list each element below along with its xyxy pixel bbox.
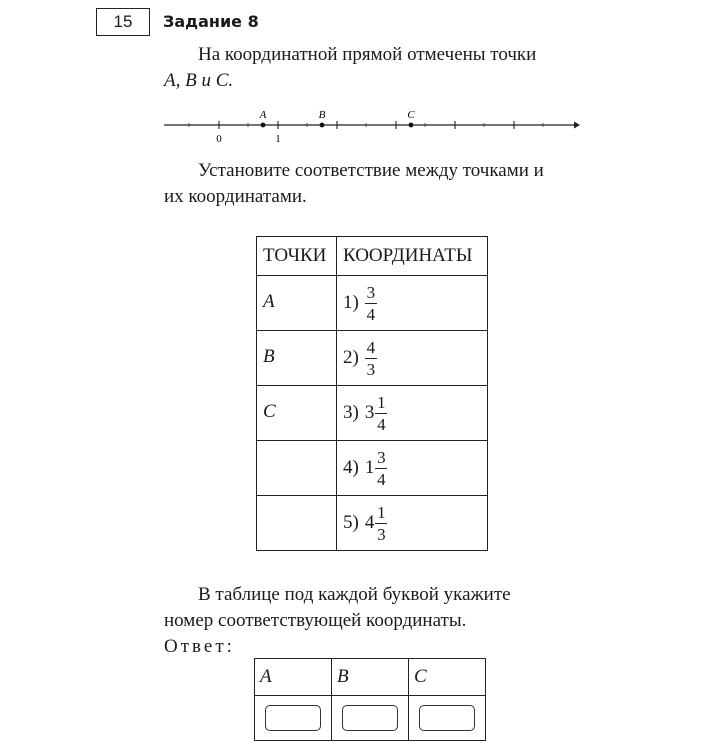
question-paragraph [164, 158, 578, 210]
intro-line2: A, B и C. [164, 70, 234, 91]
answer-label: Ответ: [164, 636, 235, 657]
answer-letter-b: B [332, 659, 409, 696]
fraction: $\frac{3}{4}$ [377, 447, 386, 489]
point-a [261, 123, 266, 128]
question-line1: Установите соответствие между точками и [198, 160, 544, 181]
number-line [162, 104, 582, 150]
label-one: 1 [275, 133, 281, 145]
header-coordinates: КООРДИНАТЫ [337, 237, 488, 276]
point-label: A [263, 290, 275, 312]
answer-table [254, 658, 486, 741]
number-line-arrow [574, 122, 580, 129]
answer-input-a[interactable] [265, 705, 321, 731]
instruction-line1: В таблице под каждой буквой укажите [198, 584, 511, 605]
intro-line1: На координатной прямой отмечены точки [198, 44, 537, 65]
task-title: Задание 8 [163, 12, 259, 31]
instruction-line2: номер соответствующей координаты. [164, 610, 467, 631]
header-points: ТОЧКИ [257, 237, 337, 276]
task-number-box: 15 [96, 8, 150, 36]
label-a: A [259, 109, 267, 121]
answer-letter-c: C [409, 659, 486, 696]
question-line2: их координатами. [164, 186, 307, 207]
answer-input-c[interactable] [419, 705, 475, 731]
matching-table [256, 236, 488, 551]
fraction: $\frac{1}{3}$ [377, 502, 386, 544]
coordinate-option: 1) $\frac{3}{4}$ [343, 282, 376, 324]
point-b [320, 123, 325, 128]
fraction: $\frac{4}{3}$ [366, 337, 376, 379]
label-b: B [318, 109, 326, 121]
point-c [409, 123, 414, 128]
point-label: C [263, 400, 276, 422]
label-c: C [407, 109, 415, 121]
coordinate-option: 3) 3 $\frac{1}{4}$ [343, 392, 386, 434]
label-zero: 0 [216, 133, 222, 145]
instruction-paragraph [164, 582, 578, 634]
coordinate-option: 2) $\frac{4}{3}$ [343, 337, 376, 379]
intro-paragraph [164, 42, 578, 94]
point-label: B [263, 345, 275, 367]
fraction: $\frac{1}{4}$ [377, 392, 386, 434]
coordinate-option: 4) 1 $\frac{3}{4}$ [343, 447, 386, 489]
answer-letter-a: A [255, 659, 332, 696]
coordinate-option: 5) 4 $\frac{1}{3}$ [343, 502, 386, 544]
fraction: $\frac{3}{4}$ [366, 282, 376, 324]
answer-input-b[interactable] [342, 705, 398, 731]
